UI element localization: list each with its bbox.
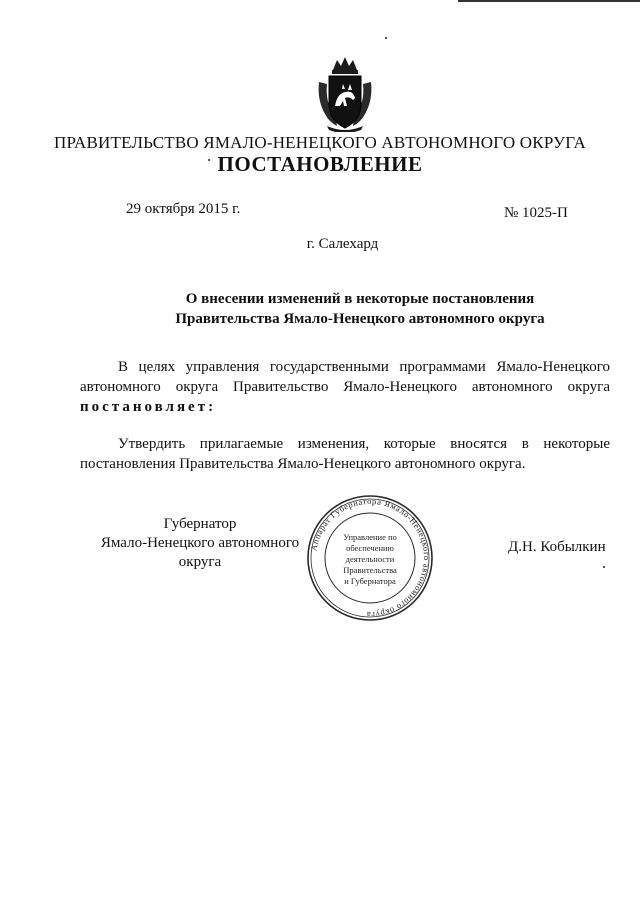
- scan-speck: [603, 566, 605, 568]
- coat-of-arms-icon: [315, 54, 375, 132]
- subject-line-2: Правительства Ямало-Ненецкого автономного округа: [175, 311, 545, 327]
- document-city: г. Салехард: [306, 236, 379, 252]
- signature-title-line-1: Губернатор: [163, 516, 237, 532]
- signature-title-line-2: Ямало-Ненецкого автономного округа: [100, 535, 300, 570]
- seal-line-1: Управление по: [343, 532, 397, 542]
- official-seal: [305, 493, 435, 623]
- government-name: ПРАВИТЕЛЬСТВО ЯМАЛО-НЕНЕЦКОГО АВТОНОМНОГО ОКРУГА: [54, 133, 586, 152]
- seal-line-4: Правительства: [343, 565, 397, 575]
- scan-edge-line: [458, 0, 640, 2]
- preamble-line-2: автономного округа Правительство Ямало-Ненецкого автономного округа: [80, 379, 610, 395]
- scan-speck: [208, 159, 210, 161]
- document-subject: [150, 289, 570, 329]
- paragraph-preamble: [80, 357, 610, 417]
- decision-line-1: Утвердить прилагаемые изменения, которые вносятся в некоторые: [118, 436, 610, 452]
- document-number: № 1025-П: [504, 205, 568, 221]
- paragraph-decision: [80, 434, 610, 474]
- document-type: ПОСТАНОВЛЕНИЕ: [217, 152, 423, 176]
- seal-line-5: и Губернатора: [344, 576, 396, 586]
- seal-line-2: обеспечению: [346, 543, 394, 553]
- preamble-line-1: В целях управления государственными программами Ямало-Ненецкого: [118, 359, 610, 375]
- document-date: 29 октября 2015 г.: [126, 201, 241, 217]
- subject-line-1: О внесении изменений в некоторые постановления: [185, 291, 535, 307]
- seal-line-3: деятельности: [345, 554, 395, 564]
- scan-speck: [385, 37, 387, 39]
- seal-ring-text: Аппарат Губернатора Ямало-Ненецкого автономного округа: [308, 495, 433, 621]
- decision-line-2: постановления Правительства Ямало-Ненецкого автономного округа.: [80, 456, 526, 472]
- decree-word: постановляет:: [80, 399, 217, 415]
- signature-name: Д.Н. Кобылкин: [508, 539, 606, 555]
- signature-title: [80, 515, 320, 572]
